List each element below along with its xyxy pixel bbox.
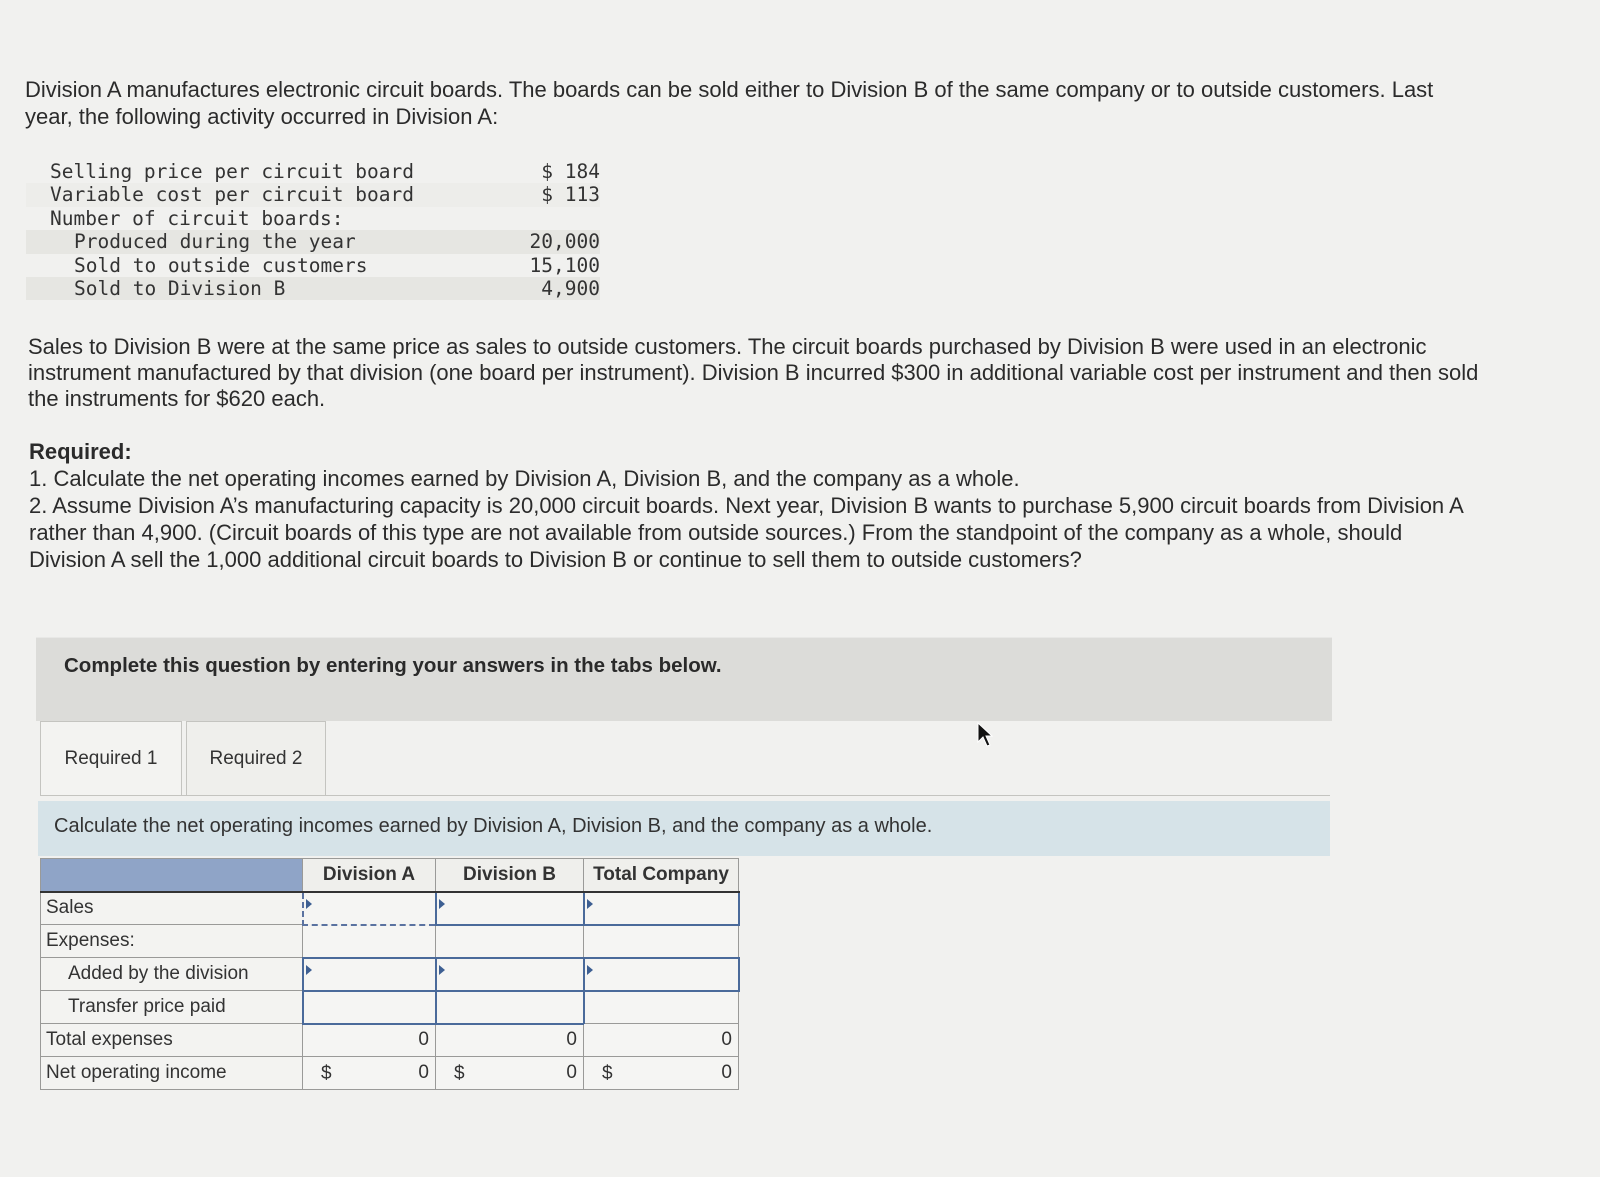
header-division-b: Division B [436,859,584,892]
currency-symbol: $ [602,1063,613,1084]
noi-division-a [303,1057,436,1090]
table-row [41,925,739,958]
header-division-a: Division A [303,859,436,892]
required-section [29,438,1479,573]
activity-value: 20,000 [529,230,600,254]
activity-value: 4,900 [541,276,600,300]
activity-row [26,183,600,206]
activity-label: Number of circuit boards: [50,206,344,230]
input-added-division-a[interactable] [303,958,436,991]
currency-symbol: $ [454,1063,465,1084]
instruction-text: Complete this question by entering your answers in the tabs below. [64,654,722,677]
mouse-pointer-icon [976,722,994,748]
activity-label: Sold to Division B [74,276,286,300]
header-blank [41,859,303,892]
noi-value: 0 [418,1062,429,1083]
input-added-division-b[interactable] [436,958,584,991]
input-sales-division-a[interactable] [303,892,436,925]
noi-total-company [584,1057,739,1090]
input-transfer-total-company[interactable] [584,991,739,1024]
row-label-transfer-price: Transfer price paid [41,991,303,1024]
activity-table [26,160,600,300]
activity-label: Produced during the year [74,230,356,254]
activity-label: Variable cost per circuit board [50,183,414,207]
activity-label: Sold to outside customers [74,253,368,277]
total-expenses-division-b: 0 [436,1024,584,1057]
intro-paragraph: Division A manufactures electronic circuit boards. The boards can be sold either to Division B of the same company or to outside customers. Last year, the following activity occurred in Division A: [25,77,1434,129]
activity-value: $ 113 [541,183,600,207]
input-added-total-company[interactable] [584,958,739,991]
input-transfer-division-b[interactable] [436,991,584,1024]
table-row [41,991,739,1024]
noi-table [40,858,740,1090]
total-expenses-division-a: 0 [303,1024,436,1057]
expenses-blank-total [584,925,739,958]
task-banner [38,801,1330,856]
row-label-total-expenses: Total expenses [41,1024,303,1057]
header-total-company: Total Company [584,859,739,892]
input-sales-total-company[interactable] [584,892,739,925]
input-sales-division-b[interactable] [436,892,584,925]
instruction-panel [36,637,1332,721]
required-question-2: 2. Assume Division A’s manufacturing capacity is 20,000 circuit boards. Next year, Division B wants to purchase 5,900 circuit boards from Division A rather than 4,900. (Circuit boards of this type are not available from outside sources.) From the standpoint of the company as a whole, should Division A sell the 1,000 additional circuit boards to Division B or continue to sell them to outside customers? [29,493,1463,572]
row-label-noi: Net operating income [41,1057,303,1090]
activity-value: 15,100 [529,253,600,277]
noi-value: 0 [721,1062,732,1083]
table-row [41,958,739,991]
row-label-sales: Sales [41,892,303,925]
noi-division-b [436,1057,584,1090]
input-transfer-division-a[interactable] [303,991,436,1024]
tab-required-1[interactable]: Required 1 [40,721,182,795]
tab-required-2[interactable]: Required 2 [186,721,326,795]
noi-value: 0 [566,1062,577,1083]
activity-label: Selling price per circuit board [50,160,414,183]
task-text: Calculate the net operating incomes earned by Division A, Division B, and the company as a whole. [54,815,933,837]
expenses-blank-a [303,925,436,958]
activity-row [26,230,600,253]
table-row [41,1057,739,1090]
currency-symbol: $ [321,1063,332,1084]
row-label-expenses: Expenses: [41,925,303,958]
tab-divider [40,795,1330,796]
table-row [41,1024,739,1057]
required-question-1: 1. Calculate the net operating incomes earned by Division A, Division B, and the company as a whole. [29,466,1020,491]
row-label-added-by-division: Added by the division [41,958,303,991]
expenses-blank-b [436,925,584,958]
total-expenses-total-company: 0 [584,1024,739,1057]
transfer-paragraph: Sales to Division B were at the same price as sales to outside customers. The circuit boards purchased by Division B were used in an electronic instrument manufactured by that division (one board per instrument). Division B incurred $300 in additional variable cost per instrument and then sold the instruments for $620 each. [28,334,1479,411]
activity-row [26,207,600,230]
required-heading: Required: [29,439,132,464]
activity-value: $ 184 [541,160,600,183]
activity-row [26,160,600,183]
activity-row [26,277,600,300]
activity-value [490,207,600,230]
activity-row [26,254,600,277]
header-row [41,859,739,892]
table-row [41,892,739,925]
